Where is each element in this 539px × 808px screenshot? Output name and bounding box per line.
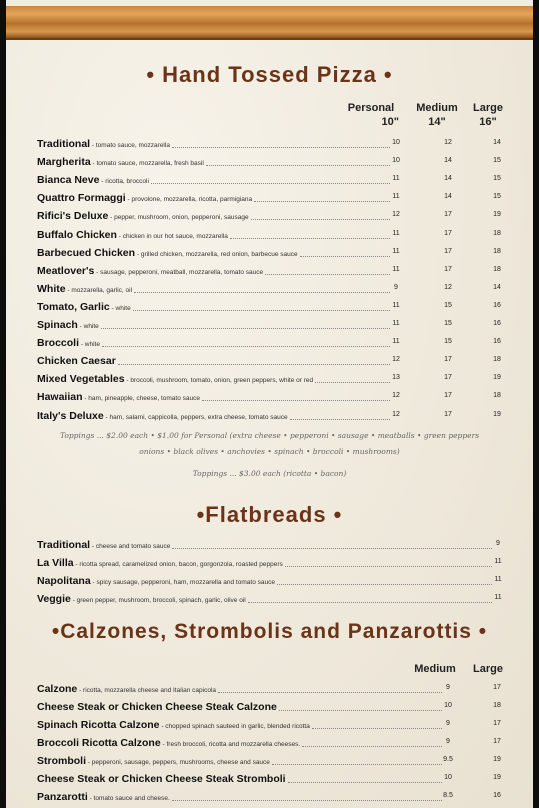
pizza-item-name: Buffalo Chicken	[37, 228, 117, 241]
section-title-flatbreads: •Flatbreads •	[196, 502, 343, 527]
pizza-item-description: - ham, salami, cappicolla, peppers, extra cheese, tomato sauce	[103, 413, 288, 421]
pizza-price: 15	[444, 301, 452, 309]
flatbread-item-name: Napolitana	[37, 575, 91, 587]
flatbread-item	[37, 574, 275, 588]
pizza-price: 15	[493, 157, 501, 165]
pizza-price: 17	[444, 247, 452, 255]
flatbread-price: 11	[494, 558, 502, 565]
pizza-price: 17	[444, 356, 452, 364]
pizza-item-name: Bianca Neve	[37, 174, 100, 187]
flatbread-item	[37, 592, 246, 606]
pizza-item	[37, 155, 204, 169]
pizza-item-name: Mixed Vegetables	[37, 373, 125, 386]
pizza-item-name: White	[37, 282, 66, 295]
pizza-price: 10	[392, 139, 400, 146]
pizza-price: 17	[444, 392, 452, 400]
pizza-item-description: - grilled chicken, mozzarella, red onion, barbecue sauce	[135, 250, 298, 258]
calzone-item-name: Cheese Steak or Chicken Cheese Steak Calzone	[37, 701, 277, 713]
pizza-price: 18	[493, 265, 501, 273]
pizza-item-name: Italy's Deluxe	[37, 409, 104, 422]
calzone-item	[37, 790, 170, 804]
calzone-item-description: - fresh broccoli, ricotta and mozzarella cheeses.	[160, 741, 301, 748]
pizza-item	[37, 191, 252, 205]
pizza-item	[37, 228, 228, 242]
flatbread-item-name: Traditional	[37, 539, 91, 551]
calzone-leader-dots	[302, 745, 442, 747]
calzone-item-name: Calzone	[37, 683, 78, 695]
pizza-item-description: - white	[79, 341, 100, 349]
flatbread-leader-dots	[248, 601, 492, 603]
pizza-price: 17	[444, 374, 452, 382]
toppings-line-3: Toppings ... $3.00 each (ricotta • bacon)	[192, 469, 347, 478]
pizza-item-description: - broccoli, mushroom, tomato, onion, green peppers, white or red	[124, 377, 314, 385]
pizza-item-description: - chicken in our hot sauce, mozzarella	[116, 232, 228, 240]
calzone-price: 8.5	[443, 792, 453, 799]
pizza-leader-dots	[265, 273, 390, 275]
flatbread-price: 11	[494, 576, 502, 583]
toppings-line-1: Toppings ... $2.00 each • $1.00 for Personal (extra cheese • pepperoni • sausage • meatballs • green peppers	[59, 431, 480, 440]
calzone-size-large: Large	[473, 663, 503, 675]
pizza-item-name: Chicken Caesar	[37, 355, 116, 368]
pizza-item	[37, 409, 288, 423]
size-medium: Medium 14"	[416, 102, 458, 128]
flatbread-item-name: Veggie	[37, 593, 71, 605]
flatbread-leader-dots	[285, 565, 492, 567]
flatbread-leader-dots	[277, 583, 492, 585]
pizza-item-name: Broccoli	[37, 337, 80, 350]
pizza-price: 16	[493, 301, 501, 309]
pizza-item	[37, 390, 200, 404]
calzone-leader-dots	[279, 709, 442, 711]
calzone-item-description: - tomato sauce and cheese.	[87, 795, 170, 802]
calzone-leader-dots	[218, 691, 442, 693]
flatbread-item-description: - cheese and tomato sauce	[90, 543, 171, 550]
pizza-item-name: Margherita	[37, 156, 91, 169]
flatbread-item	[37, 538, 170, 552]
calzone-item	[37, 736, 300, 750]
pizza-price: 19	[493, 410, 501, 418]
pizza-price: 18	[493, 392, 501, 400]
calzone-item-description: - pepperoni, sausage, peppers, mushrooms, cheese and sauce	[86, 759, 270, 766]
flatbread-item-description: - green pepper, mushroom, broccoli, spinach, garlic, olive oil	[70, 597, 246, 604]
pizza-item-description: - ricotta, broccoli	[99, 178, 149, 186]
calzone-price: 17	[493, 738, 501, 745]
size-personal: Personal 10"	[347, 102, 399, 128]
pizza-price: 11	[392, 320, 400, 327]
pizza-price: 18	[493, 229, 501, 237]
calzone-price: 9.5	[443, 756, 453, 763]
pizza-price: 15	[444, 320, 452, 327]
pizza-price: 13	[392, 374, 400, 382]
section-title-pizza: • Hand Tossed Pizza •	[146, 62, 393, 87]
pizza-price: 18	[493, 356, 501, 364]
pizza-price: 14	[493, 139, 501, 146]
calzone-item-name: Cheese Steak or Chicken Cheese Steak Stromboli	[37, 773, 286, 785]
calzone-item-name: Broccoli Ricotta Calzone	[37, 737, 161, 749]
pizza-price: 12	[444, 139, 452, 146]
calzone-price: 9	[446, 738, 450, 745]
size-large: Large 16"	[473, 102, 503, 128]
pizza-price: 11	[392, 301, 400, 309]
calzone-item-description: - chopped spinach sauteed in garlic, blended ricotta	[159, 723, 310, 730]
calzone-price: 18	[493, 702, 501, 709]
pizza-leader-dots	[251, 218, 390, 220]
pizza-item-description: - white	[109, 304, 131, 312]
pizza-price: 14	[444, 193, 452, 201]
calzone-item	[37, 718, 310, 732]
pizza-leader-dots	[151, 182, 390, 184]
pizza-item-name: Tomato, Garlic	[37, 300, 110, 313]
pizza-price: 17	[444, 410, 452, 418]
pizza-item-name: Spinach	[37, 319, 78, 331]
pizza-leader-dots	[230, 237, 390, 239]
pizza-price: 18	[493, 247, 501, 255]
flatbread-price: 9	[496, 540, 500, 547]
pizza-leader-dots	[315, 381, 390, 383]
pizza-item	[37, 246, 298, 260]
calzone-price: 10	[444, 774, 452, 781]
calzone-size-medium: Medium	[414, 663, 456, 675]
pizza-item	[37, 336, 100, 350]
pizza-price: 11	[392, 247, 400, 255]
wood-header-bar	[6, 6, 533, 40]
pizza-item-description: - white	[77, 323, 99, 330]
calzone-leader-dots	[172, 799, 442, 801]
pizza-price: 12	[392, 410, 400, 418]
calzone-leader-dots	[272, 763, 442, 765]
pizza-price: 11	[392, 229, 400, 237]
pizza-item-description: - provolone, mozzarella, ricotta, parmigiana	[125, 196, 253, 204]
pizza-price: 14	[444, 157, 452, 165]
pizza-item-name: Hawaiian	[37, 391, 83, 404]
section-title-calzones: •Calzones, Strombolis and Panzarottis •	[51, 620, 488, 643]
pizza-price: 11	[392, 265, 400, 273]
calzone-price: 9	[446, 720, 450, 727]
pizza-item	[37, 318, 99, 332]
flatbread-leader-dots	[172, 547, 492, 549]
pizza-item	[37, 209, 249, 223]
pizza-leader-dots	[290, 418, 390, 420]
pizza-leader-dots	[134, 291, 390, 293]
pizza-item-name: Barbecued Chicken	[37, 246, 136, 259]
pizza-item	[37, 282, 132, 296]
toppings-line-2: onions • black olives • anchovies • spinach • broccoli • mushrooms)	[139, 447, 400, 456]
pizza-item	[37, 173, 149, 187]
calzone-item	[37, 754, 270, 768]
pizza-price: 15	[493, 175, 501, 183]
calzone-leader-dots	[288, 781, 442, 783]
calzone-price: 9	[446, 684, 450, 691]
calzone-price: 19	[493, 756, 501, 763]
calzone-price: 17	[493, 684, 501, 691]
pizza-price: 16	[493, 320, 501, 327]
pizza-item-name: Traditional	[37, 138, 91, 150]
calzone-price: 16	[493, 792, 501, 799]
pizza-price: 10	[392, 157, 400, 165]
pizza-leader-dots	[118, 363, 390, 365]
pizza-item-name: Quattro Formaggi	[37, 192, 126, 205]
flatbread-price: 11	[494, 594, 502, 601]
pizza-item-description: - sausage, pepperoni, meatball, mozzarella, tomato sauce	[94, 268, 264, 276]
flatbread-item-description: - ricotta spread, caramelized onion, bacon, gorgonzola, roasted peppers	[73, 561, 283, 568]
pizza-price: 15	[444, 338, 452, 346]
calzone-leader-dots	[312, 727, 442, 729]
calzone-price: 10	[444, 702, 452, 709]
calzone-item-name: Spinach Ricotta Calzone	[37, 719, 160, 731]
pizza-leader-dots	[206, 164, 390, 166]
pizza-price: 14	[493, 283, 501, 291]
pizza-price: 15	[493, 193, 501, 201]
calzone-item-name: Stromboli	[37, 755, 86, 767]
pizza-price: 11	[392, 193, 400, 201]
calzone-price: 19	[493, 774, 501, 781]
pizza-price: 12	[392, 392, 400, 400]
pizza-leader-dots	[300, 255, 390, 257]
pizza-price: 19	[493, 211, 501, 219]
pizza-leader-dots	[101, 327, 390, 329]
flatbread-item-name: La Villa	[37, 557, 74, 569]
pizza-item-name: Meatlover's	[37, 264, 95, 277]
calzone-item-description: - ricotta, mozzarella cheese and Italian capicola	[77, 687, 217, 694]
pizza-leader-dots	[133, 309, 390, 311]
pizza-price: 12	[392, 211, 400, 219]
pizza-item	[37, 137, 170, 151]
pizza-item	[37, 300, 131, 314]
pizza-item	[37, 264, 263, 278]
flatbread-item-description: - spicy sausage, pepperoni, ham, mozzarella and tomato sauce	[90, 579, 275, 586]
pizza-item-description: - tomato sauce, mozzarella	[90, 142, 170, 149]
pizza-price: 16	[493, 338, 501, 346]
pizza-item-description: - pepper, mushroom, onion, pepperoni, sausage	[108, 214, 249, 222]
pizza-price: 11	[392, 175, 400, 183]
pizza-item-name: Rifici's Deluxe	[37, 210, 109, 223]
calzone-price: 17	[493, 720, 501, 727]
pizza-price: 19	[493, 374, 501, 382]
calzone-item	[37, 772, 286, 786]
calzone-item	[37, 682, 216, 696]
pizza-price: 12	[392, 356, 400, 364]
pizza-price: 11	[392, 338, 400, 346]
calzone-item-name: Panzarotti	[37, 791, 88, 803]
pizza-price: 17	[444, 211, 452, 219]
pizza-leader-dots	[254, 200, 390, 202]
pizza-leader-dots	[172, 146, 390, 148]
pizza-leader-dots	[102, 345, 390, 347]
pizza-item-description: - tomato sauce, mozzarella, fresh basil	[90, 160, 204, 168]
pizza-item-description: - ham, pineapple, cheese, tomato sauce	[82, 395, 200, 403]
flatbread-item	[37, 556, 283, 570]
pizza-leader-dots	[202, 399, 390, 401]
pizza-price: 12	[444, 283, 452, 291]
pizza-price: 14	[444, 175, 452, 183]
calzone-item	[37, 700, 277, 714]
pizza-item	[37, 354, 116, 368]
pizza-price: 17	[444, 265, 452, 273]
pizza-item	[37, 372, 313, 386]
pizza-price: 9	[394, 283, 398, 291]
pizza-item-description: - mozzarella, garlic, oil	[65, 286, 133, 294]
pizza-price: 17	[444, 229, 452, 237]
